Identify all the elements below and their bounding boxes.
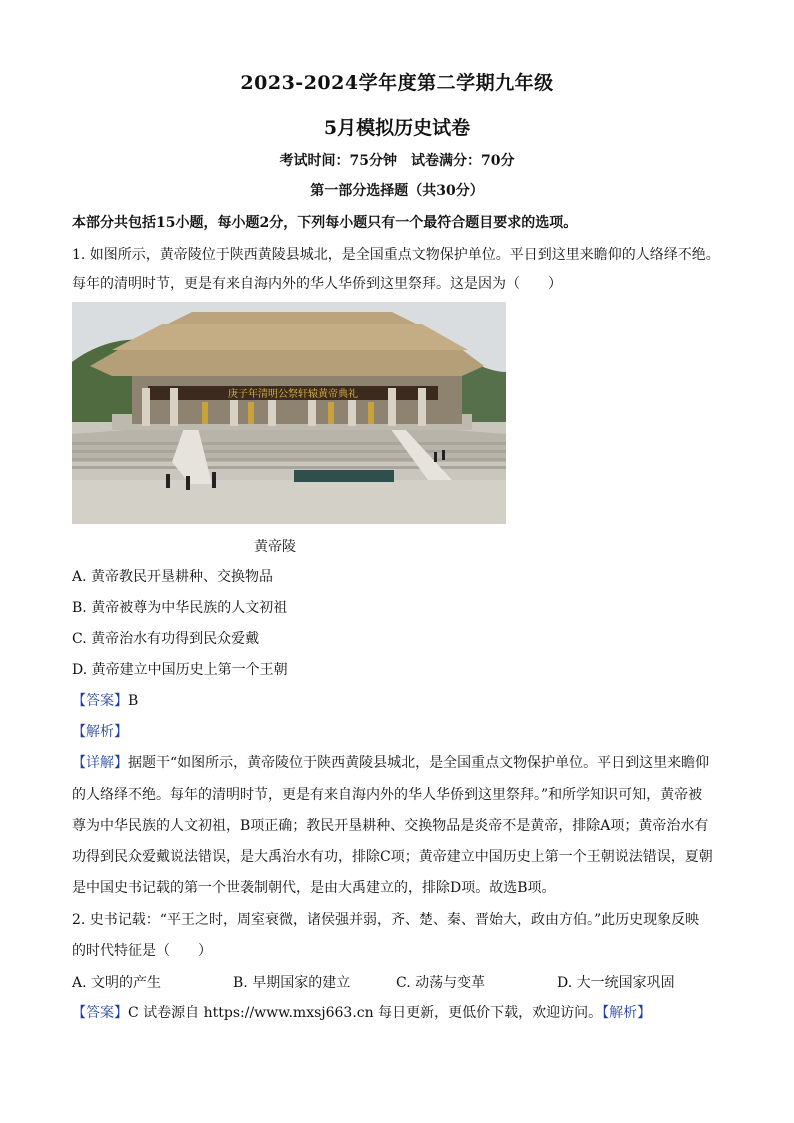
part-title: 第一部分选择题（共30分） (310, 183, 484, 199)
answer-text: C 试卷源自 https://www.mxsj663.cn 每日更新，更低价下载，欢迎访问。 (128, 1005, 603, 1021)
exam-info: 考试时间：75分钟 试卷满分：70分 (279, 153, 515, 169)
huangdi-mausoleum-photo (72, 302, 506, 524)
q1-detail-line2: 的人络绎不绝。每年的清明时节，更是有来自海内外的华人华侨到这里祭拜。”和所学知识可知，黄帝被 (72, 787, 703, 803)
q2-option-d: D. 大一统国家巩固 (557, 975, 675, 991)
q2-option-a: A. 文明的产生 (72, 975, 162, 991)
q1-option-d: D. 黄帝建立中国历史上第一个王朝 (72, 662, 288, 678)
q1-option-a: A. 黄帝教民开垦耕种、交换物品 (72, 569, 274, 585)
q1-detail-line1 (72, 753, 709, 773)
detail-text: 据题干“如图所示，黄帝陵位于陕西黄陵县城北，是全国重点文物保护单位。平日到这里来瞻仰 (128, 755, 710, 771)
q1-detail-line3: 尊为中华民族的人文初祖，B项正确；教民开垦耕种、交换物品是炎帝不是黄帝，排除A项；黄帝治水有 (72, 818, 709, 834)
analysis-tag: 【解析】 (602, 1005, 652, 1021)
q2-answer (72, 1003, 651, 1023)
exam-title-line1: 2023-2024学年度第二学期九年级 (240, 72, 554, 94)
answer-value: B (128, 693, 139, 709)
q1-option-b: B. 黄帝被尊为中华民族的人文初祖 (72, 600, 288, 616)
detail-tag: 【详解】 (72, 755, 128, 771)
photo-caption: 黄帝陵 (254, 539, 296, 555)
q2-stem-line2: 的时代特征是（ ） (72, 943, 212, 959)
q1-analysis-tag: 【解析】 (72, 724, 128, 740)
answer-tag: 【答案】 (72, 1005, 128, 1021)
q2-option-b: B. 早期国家的建立 (233, 975, 351, 991)
instructions: 本部分共包括15小题，每小题2分，下列每小题只有一个最符合题目要求的选项。 (72, 215, 578, 231)
q2-stem-line1: 2. 史书记载：“平王之时，周室衰微，诸侯强并弱，齐、楚、秦、晋始大，政由方伯。”此历史现象反映 (72, 912, 700, 928)
banner-text: 庚子年清明公祭轩辕黄帝典礼 (228, 389, 358, 400)
q1-answer (72, 691, 138, 711)
exam-title-line2: 5月模拟历史试卷 (323, 117, 471, 139)
q2-option-c: C. 动荡与变革 (396, 975, 486, 991)
q1-detail-line4: 功得到民众爱戴说法错误，是大禹治水有功，排除C项；黄帝建立中国历史上第一个王朝说法错误，夏朝 (72, 849, 713, 865)
answer-tag: 【答案】 (72, 693, 128, 709)
q1-stem-line1: 1. 如图所示，黄帝陵位于陕西黄陵县城北，是全国重点文物保护单位。平日到这里来瞻仰的人络绎不绝。 (72, 247, 720, 263)
q1-option-c: C. 黄帝治水有功得到民众爱戴 (72, 631, 260, 647)
q1-stem-line2: 每年的清明时节，更是有来自海内外的华人华侨到这里祭拜。这是因为（ ） (72, 276, 562, 292)
q1-detail-line5: 是中国史书记载的第一个世袭制朝代，是由大禹建立的，排除D项。故选B项。 (72, 880, 556, 896)
